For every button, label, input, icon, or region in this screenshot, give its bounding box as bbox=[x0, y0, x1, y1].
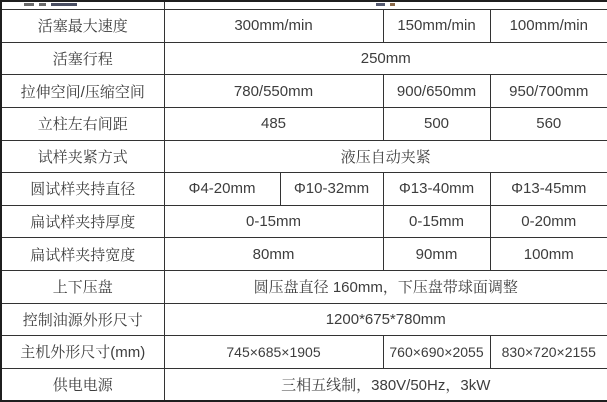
spec-value: 100mm/min bbox=[490, 10, 607, 43]
spec-value: 圆压盘直径 160mm，下压盘带球面调整 bbox=[164, 270, 607, 303]
clipped-text-fragment bbox=[2, 3, 164, 9]
spec-value: 液压自动夹紧 bbox=[164, 140, 607, 173]
table-row bbox=[1, 368, 607, 401]
spec-value: 250mm bbox=[164, 42, 607, 75]
spec-value: 300mm/min bbox=[164, 10, 383, 43]
clipped-row-label bbox=[1, 1, 164, 10]
spec-value: 三相五线制，380V/50Hz，3kW bbox=[164, 368, 607, 401]
spec-value: Φ13-40mm bbox=[383, 173, 490, 206]
spec-value: 0-20mm bbox=[490, 205, 607, 238]
spec-value: 80mm bbox=[164, 238, 383, 271]
row-label: 扁试样夹持宽度 bbox=[1, 238, 164, 271]
row-label: 活塞行程 bbox=[1, 42, 164, 75]
table-row bbox=[1, 303, 607, 336]
row-label: 活塞最大速度 bbox=[1, 10, 164, 43]
spec-value: Φ13-45mm bbox=[490, 173, 607, 206]
spec-value: 780/550mm bbox=[164, 75, 383, 108]
row-label: 扁试样夹持厚度 bbox=[1, 205, 164, 238]
spec-value: 500 bbox=[383, 107, 490, 140]
row-label: 试样夹紧方式 bbox=[1, 140, 164, 173]
spec-value: 0-15mm bbox=[164, 205, 383, 238]
spec-value: Φ10-32mm bbox=[280, 173, 383, 206]
table-row bbox=[1, 173, 607, 206]
clipped-row-value bbox=[164, 1, 607, 10]
spec-value: Φ4-20mm bbox=[164, 173, 280, 206]
spec-value: 830×720×2155 bbox=[490, 336, 607, 369]
spec-value: 0-15mm bbox=[383, 205, 490, 238]
table-row bbox=[1, 336, 607, 369]
row-label: 上下压盘 bbox=[1, 270, 164, 303]
spec-value: 900/650mm bbox=[383, 75, 490, 108]
clipped-text-fragment bbox=[165, 3, 607, 9]
spec-value: 100mm bbox=[490, 238, 607, 271]
table-row bbox=[1, 75, 607, 108]
spec-value: 560 bbox=[490, 107, 607, 140]
table-row bbox=[1, 140, 607, 173]
row-label: 圆试样夹持直径 bbox=[1, 173, 164, 206]
spec-value: 485 bbox=[164, 107, 383, 140]
table-row bbox=[1, 270, 607, 303]
row-label: 主机外形尺寸(mm) bbox=[1, 336, 164, 369]
spec-value: 1200*675*780mm bbox=[164, 303, 607, 336]
row-label: 立柱左右间距 bbox=[1, 107, 164, 140]
spec-value: 745×685×1905 bbox=[164, 336, 383, 369]
table-row bbox=[1, 42, 607, 75]
table-row bbox=[1, 107, 607, 140]
spec-value: 760×690×2055 bbox=[383, 336, 490, 369]
spec-value: 150mm/min bbox=[383, 10, 490, 43]
spec-value: 950/700mm bbox=[490, 75, 607, 108]
table-row bbox=[1, 10, 607, 43]
row-label: 供电电源 bbox=[1, 368, 164, 401]
row-label: 拉伸空间/压缩空间 bbox=[1, 75, 164, 108]
spec-value: 90mm bbox=[383, 238, 490, 271]
table-row bbox=[1, 205, 607, 238]
table-row bbox=[1, 238, 607, 271]
row-label: 控制油源外形尺寸 bbox=[1, 303, 164, 336]
clipped-row bbox=[1, 1, 607, 10]
